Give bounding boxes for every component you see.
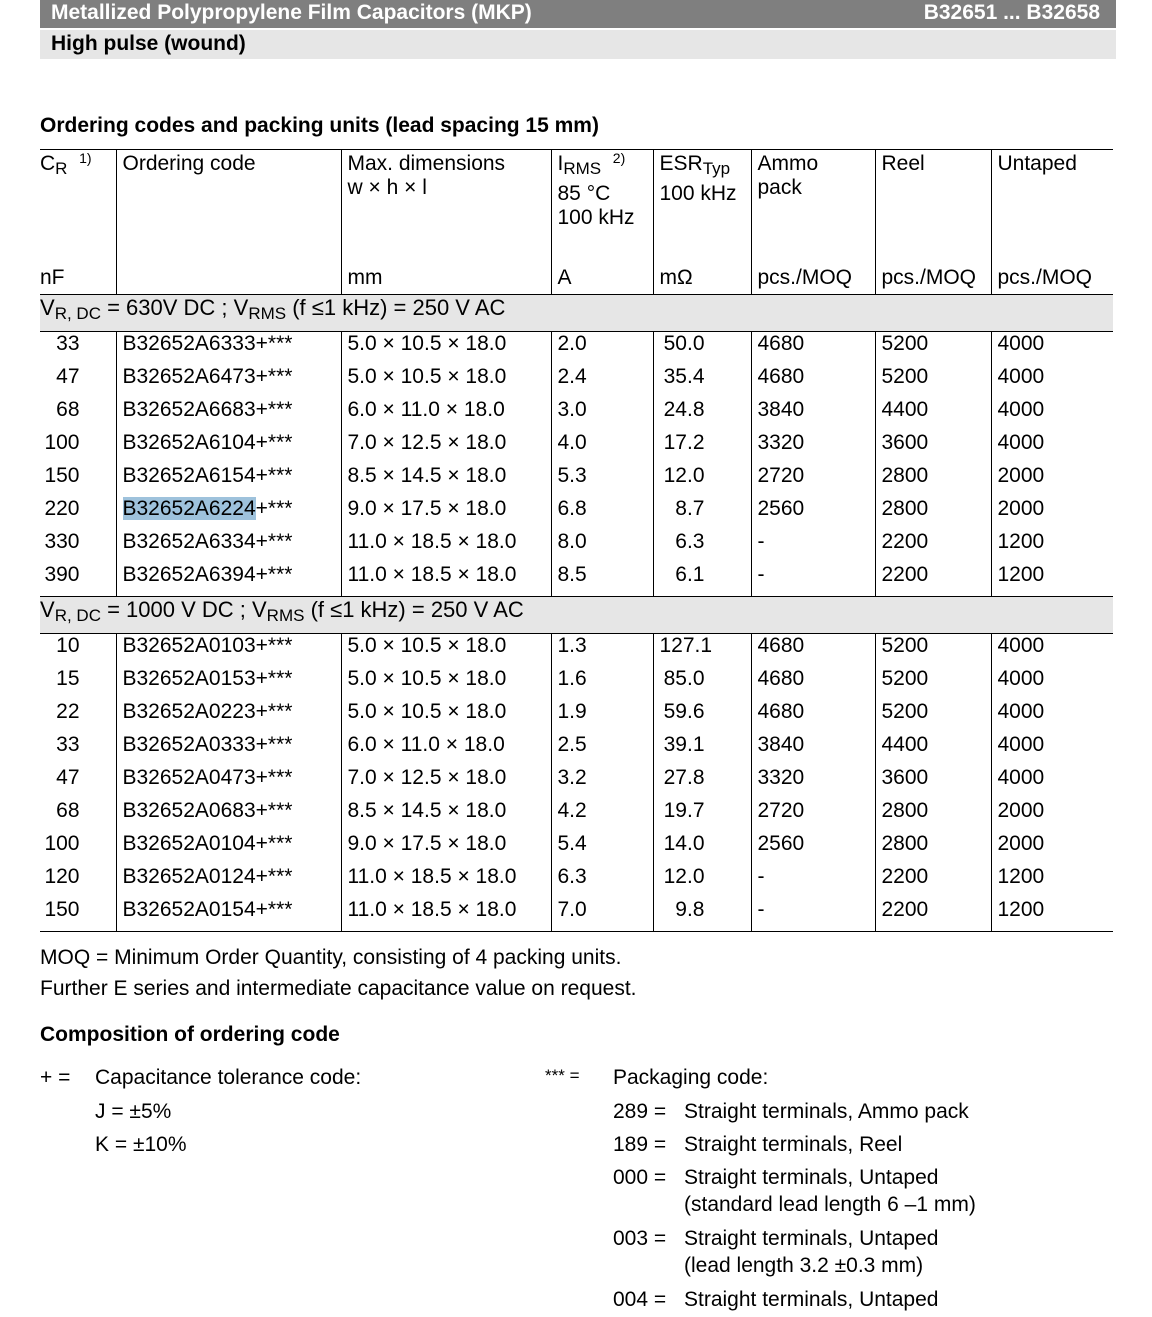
ordering-code-cell[interactable]: [116, 365, 341, 398]
ordering-code-suffix: +***: [255, 398, 293, 421]
col-header-esr: $ESR_{Typ}$ 100 kHz: [653, 150, 751, 257]
ordering-code[interactable]: B32652A6473: [122, 365, 256, 388]
ordering-code-cell[interactable]: [116, 464, 341, 497]
pack-desc-003: Straight terminals, Untaped: [684, 1227, 939, 1250]
table-row: [40, 634, 1113, 668]
ammo-cell: -: [751, 530, 875, 563]
capacitance-cell: 47: [40, 766, 116, 799]
ordering-code-cell[interactable]: [116, 398, 341, 431]
ammo-cell: 4680: [751, 700, 875, 733]
esr-cell: 9.8: [653, 898, 751, 932]
ammo-cell: 3840: [751, 733, 875, 766]
reel-cell: 2800: [875, 799, 991, 832]
ordering-code[interactable]: B32652A0154: [122, 898, 256, 921]
esr-cell: 59.6: [653, 700, 751, 733]
capacitance-cell: 15: [40, 667, 116, 700]
irms-cell: 1.9: [551, 700, 653, 733]
table-header-row: [40, 150, 1113, 257]
dimensions-cell: 6.0 × 11.0 × 18.0: [341, 398, 551, 431]
ordering-code[interactable]: B32652A0103: [122, 634, 256, 657]
pack-desc-189: Straight terminals, Reel: [684, 1133, 903, 1156]
capacitance-cell: 68: [40, 398, 116, 431]
ordering-code[interactable]: B32652A6333: [122, 332, 256, 355]
ordering-code-cell[interactable]: [116, 832, 341, 865]
irms-cell: 1.6: [551, 667, 653, 700]
esr-cell: 6.3: [653, 530, 751, 563]
dimensions-cell: 5.0 × 10.5 × 18.0: [341, 332, 551, 366]
table-row: [40, 563, 1113, 597]
irms-cell: 4.0: [551, 431, 653, 464]
untaped-cell: 4000: [997, 700, 1045, 723]
ordering-code-cell[interactable]: [116, 667, 341, 700]
reel-cell: 2800: [875, 832, 991, 865]
table-row: [40, 733, 1113, 766]
untaped-cell: 2000: [997, 464, 1045, 487]
irms-cell: 5.3: [551, 464, 653, 497]
reel-cell: 3600: [875, 431, 991, 464]
col-header-ammo: Ammo pack: [751, 150, 875, 257]
untaped-cell: 2000: [997, 497, 1045, 520]
ordering-code[interactable]: B32652A0104: [122, 832, 256, 855]
dimensions-cell: 5.0 × 10.5 × 18.0: [341, 667, 551, 700]
dimensions-cell: 7.0 × 12.5 × 18.0: [341, 766, 551, 799]
capacitance-cell: 100: [40, 832, 116, 865]
irms-cell: 3.2: [551, 766, 653, 799]
table-units-row: [40, 256, 1113, 295]
ordering-code-suffix: +***: [255, 733, 293, 756]
table-row: [40, 332, 1113, 366]
capacitance-cell: 390: [40, 563, 116, 597]
ordering-code[interactable]: B32652A6334: [122, 530, 256, 553]
irms-cell: 7.0: [551, 898, 653, 932]
note-moq: MOQ = Minimum Order Quantity, consisting of 4 packing units.: [40, 946, 622, 969]
table-row: [40, 766, 1113, 799]
dimensions-cell: 5.0 × 10.5 × 18.0: [341, 365, 551, 398]
ordering-code[interactable]: B32652A6104: [122, 431, 256, 454]
ammo-cell: 2560: [751, 497, 875, 530]
esr-cell: 14.0: [653, 832, 751, 865]
untaped-cell: 4000: [997, 332, 1045, 355]
untaped-cell: 2000: [997, 799, 1045, 822]
table-row: [40, 832, 1113, 865]
reel-cell: 5200: [875, 365, 991, 398]
table-row: [40, 464, 1113, 497]
ordering-code-cell[interactable]: [116, 766, 341, 799]
ordering-code-cell[interactable]: [116, 332, 341, 366]
star-symbol: *** =: [545, 1066, 580, 1085]
table-row: [40, 398, 1113, 431]
ordering-code[interactable]: B32652A0124: [122, 865, 256, 888]
reel-cell: 3600: [875, 766, 991, 799]
ordering-code-suffix: +***: [255, 865, 293, 888]
note-eseries: Further E series and intermediate capacitance value on request.: [40, 977, 637, 1000]
esr-cell: 8.7: [653, 497, 751, 530]
table-row: [40, 700, 1113, 733]
pack-code-004: 004 =: [613, 1288, 667, 1311]
tolerance-label: Capacitance tolerance code:: [95, 1066, 362, 1089]
ordering-code-suffix: +***: [255, 634, 293, 657]
dimensions-cell: 6.0 × 11.0 × 18.0: [341, 733, 551, 766]
ammo-cell: 3320: [751, 431, 875, 464]
untaped-cell: 4000: [997, 634, 1045, 657]
dimensions-cell: 7.0 × 12.5 × 18.0: [341, 431, 551, 464]
esr-cell: 27.8: [653, 766, 751, 799]
dimensions-cell: 8.5 × 14.5 × 18.0: [341, 464, 551, 497]
ordering-code-cell[interactable]: [116, 431, 341, 464]
ammo-cell: 3840: [751, 398, 875, 431]
ordering-code-suffix: +***: [255, 332, 293, 355]
ordering-codes-table: [40, 149, 1113, 932]
untaped-cell: 4000: [997, 431, 1045, 454]
pack-code-000: 000 =: [613, 1166, 667, 1189]
ammo-cell: 2560: [751, 832, 875, 865]
ordering-code-cell[interactable]: [116, 497, 341, 530]
irms-cell: 6.8: [551, 497, 653, 530]
untaped-cell: 4000: [997, 733, 1045, 756]
col-header-untaped: Untaped: [997, 152, 1077, 175]
ammo-cell: -: [751, 563, 875, 597]
ordering-code-suffix: +***: [255, 700, 293, 723]
irms-cell: 2.4: [551, 365, 653, 398]
ordering-code[interactable]: B32652A0223: [122, 700, 256, 723]
ammo-cell: 2720: [751, 799, 875, 832]
section-title: Ordering codes and packing units (lead spacing 15 mm): [40, 114, 599, 137]
ordering-code-suffix: +***: [255, 497, 293, 520]
ordering-code-suffix: +***: [255, 563, 293, 586]
ordering-code-suffix: +***: [255, 667, 293, 690]
dimensions-cell: 11.0 × 18.5 × 18.0: [341, 898, 551, 932]
ordering-code-cell[interactable]: [116, 733, 341, 766]
tolerance-k: K = ±10%: [95, 1133, 187, 1156]
dimensions-cell: 9.0 × 17.5 × 18.0: [341, 497, 551, 530]
unit-dim: mm: [341, 256, 551, 295]
ordering-code[interactable]: B32652A6683: [122, 398, 256, 421]
ordering-code[interactable]: B32652A0473: [122, 766, 256, 789]
dimensions-cell: 11.0 × 18.5 × 18.0: [341, 563, 551, 597]
ordering-code-suffix: +***: [255, 431, 293, 454]
composition-title: Composition of ordering code: [40, 1023, 340, 1046]
esr-cell: 85.0: [653, 667, 751, 700]
untaped-cell: 4000: [997, 766, 1045, 789]
voltage-group-label: $V_{R, DC} = 1000$ V DC ; $V_{RMS}$ (f ≤1 kHz) = 250 V AC: [40, 597, 1113, 634]
ordering-code-cell[interactable]: [116, 865, 341, 898]
pack-desc-289: Straight terminals, Ammo pack: [684, 1100, 969, 1123]
esr-cell: 127.1: [653, 634, 751, 668]
capacitance-cell: 47: [40, 365, 116, 398]
untaped-cell: 4000: [997, 667, 1045, 690]
unit-ammo: pcs./MOQ: [751, 256, 875, 295]
unit-untaped: pcs./MOQ: [997, 266, 1093, 289]
capacitance-cell: 33: [40, 332, 116, 366]
voltage-group-row: [40, 597, 1113, 634]
dimensions-cell: 5.0 × 10.5 × 18.0: [341, 700, 551, 733]
table-row: [40, 365, 1113, 398]
untaped-cell: 1200: [991, 898, 1113, 932]
col-header-irms: $I_{RMS}$ $^{2)}$ 85 °C 100 kHz: [551, 150, 653, 257]
irms-cell: 2.5: [551, 733, 653, 766]
ordering-code-suffix: +***: [255, 530, 293, 553]
ordering-code-cell[interactable]: [116, 530, 341, 563]
document-header-bar: [40, 0, 1116, 28]
dimensions-cell: 9.0 × 17.5 × 18.0: [341, 832, 551, 865]
ordering-code-suffix: +***: [255, 832, 293, 855]
ordering-code-suffix: +***: [255, 766, 293, 789]
capacitance-cell: 220: [40, 497, 116, 530]
esr-cell: 35.4: [653, 365, 751, 398]
ammo-cell: 4680: [751, 365, 875, 398]
col-header-dimensions: Max. dimensions w × h × l: [341, 150, 551, 257]
unit-reel: pcs./MOQ: [875, 256, 991, 295]
table-row: [40, 497, 1113, 530]
table-row: [40, 898, 1113, 932]
ordering-code[interactable]: B32652A0683: [122, 799, 256, 822]
plus-symbol: + =: [40, 1066, 71, 1089]
pack-desc-000: Straight terminals, Untaped: [684, 1166, 939, 1189]
table-row: [40, 530, 1113, 563]
irms-cell: 5.4: [551, 832, 653, 865]
esr-cell: 39.1: [653, 733, 751, 766]
ammo-cell: -: [751, 865, 875, 898]
col-header-ordering-code: Ordering code: [116, 150, 341, 257]
esr-cell: 19.7: [653, 799, 751, 832]
irms-cell: 1.3: [551, 634, 653, 668]
packaging-label: Packaging code:: [613, 1066, 769, 1089]
ordering-code-cell[interactable]: [116, 898, 341, 932]
table-row: [40, 799, 1113, 832]
untaped-cell: 4000: [997, 398, 1045, 421]
reel-cell: 4400: [875, 733, 991, 766]
capacitance-cell: 22: [40, 700, 116, 733]
col-header-cr: $C_R$ $^{1)}$: [40, 150, 116, 257]
reel-cell: 5200: [875, 634, 991, 668]
pack-desc-004: Straight terminals, Untaped: [684, 1288, 939, 1311]
ammo-cell: 4680: [751, 634, 875, 668]
reel-cell: 2200: [875, 530, 991, 563]
capacitance-cell: 10: [40, 634, 116, 668]
reel-cell: 4400: [875, 398, 991, 431]
irms-cell: 8.0: [551, 530, 653, 563]
dimensions-cell: 11.0 × 18.5 × 18.0: [341, 530, 551, 563]
table-row: [40, 431, 1113, 464]
document-title: Metallized Polypropylene Film Capacitors (MKP): [51, 1, 532, 24]
unit-esr: mΩ: [653, 256, 751, 295]
dimensions-cell: 5.0 × 10.5 × 18.0: [341, 634, 551, 668]
table-row: [40, 667, 1113, 700]
reel-cell: 5200: [875, 332, 991, 366]
pack-desc2-000: (standard lead length 6 –1 mm): [684, 1193, 976, 1216]
esr-cell: 12.0: [653, 464, 751, 497]
reel-cell: 2800: [875, 464, 991, 497]
dimensions-cell: 8.5 × 14.5 × 18.0: [341, 799, 551, 832]
capacitance-cell: 68: [40, 799, 116, 832]
pack-code-289: 289 =: [613, 1100, 667, 1123]
esr-cell: 24.8: [653, 398, 751, 431]
unit-irms: A: [551, 256, 653, 295]
ordering-code[interactable]: B32652A0153: [122, 667, 256, 690]
capacitance-cell: 120: [40, 865, 116, 898]
reel-cell: 2200: [875, 865, 991, 898]
pack-code-003: 003 =: [613, 1227, 667, 1250]
unit-cr: nF: [40, 256, 116, 295]
ammo-cell: -: [751, 898, 875, 932]
ordering-code-suffix: +***: [255, 799, 293, 822]
irms-cell: 2.0: [551, 332, 653, 366]
ammo-cell: 4680: [751, 332, 875, 366]
reel-cell: 5200: [875, 667, 991, 700]
untaped-cell: 2000: [997, 832, 1045, 855]
ordering-code-cell[interactable]: [116, 634, 341, 668]
untaped-cell: 1200: [991, 563, 1113, 597]
reel-cell: 2200: [875, 563, 991, 597]
dimensions-cell: 11.0 × 18.5 × 18.0: [341, 865, 551, 898]
ordering-code-suffix: +***: [255, 464, 293, 487]
col-header-reel: Reel: [875, 150, 991, 257]
capacitance-cell: 150: [40, 898, 116, 932]
voltage-group-row: [40, 295, 1113, 332]
irms-cell: 6.3: [551, 865, 653, 898]
ordering-code-cell[interactable]: [116, 563, 341, 597]
ordering-code[interactable]: B32652A6394: [122, 563, 256, 586]
voltage-group-label: $V_{R, DC} = 630V$ DC ; $V_{RMS}$ (f ≤1 kHz) = 250 V AC: [40, 295, 1113, 332]
irms-cell: 4.2: [551, 799, 653, 832]
table-row: [40, 865, 1113, 898]
ordering-code-cell[interactable]: [116, 700, 341, 733]
ammo-cell: 3320: [751, 766, 875, 799]
pack-desc2-003: (lead length 3.2 ±0.3 mm): [684, 1254, 924, 1277]
pack-code-189: 189 =: [613, 1133, 667, 1156]
esr-cell: 12.0: [653, 865, 751, 898]
irms-cell: 3.0: [551, 398, 653, 431]
capacitance-cell: 100: [40, 431, 116, 464]
ordering-code-cell[interactable]: [116, 799, 341, 832]
reel-cell: 2200: [875, 898, 991, 932]
esr-cell: 6.1: [653, 563, 751, 597]
ordering-code[interactable]: B32652A6154: [122, 464, 256, 487]
ordering-code-suffix: +***: [255, 898, 293, 921]
esr-cell: 17.2: [653, 431, 751, 464]
capacitance-cell: 33: [40, 733, 116, 766]
esr-cell: 50.0: [653, 332, 751, 366]
notes: [40, 942, 637, 1004]
untaped-cell: 1200: [997, 530, 1045, 553]
document-subtitle: High pulse (wound): [51, 32, 246, 55]
unit-code: [116, 256, 341, 295]
untaped-cell: 4000: [997, 365, 1045, 388]
untaped-cell: 1200: [997, 865, 1045, 888]
ammo-cell: 4680: [751, 667, 875, 700]
reel-cell: 2800: [875, 497, 991, 530]
document-subheader-bar: [40, 30, 1116, 59]
irms-cell: 8.5: [551, 563, 653, 597]
series-range: B32651 ... B32658: [923, 1, 1100, 24]
capacitance-cell: 150: [40, 464, 116, 497]
reel-cell: 5200: [875, 700, 991, 733]
ordering-code[interactable]: B32652A6224: [122, 497, 256, 520]
tolerance-j: J = ±5%: [95, 1100, 172, 1123]
ordering-code[interactable]: B32652A0333: [122, 733, 256, 756]
ammo-cell: 2720: [751, 464, 875, 497]
ordering-code-suffix: +***: [255, 365, 293, 388]
capacitance-cell: 330: [40, 530, 116, 563]
